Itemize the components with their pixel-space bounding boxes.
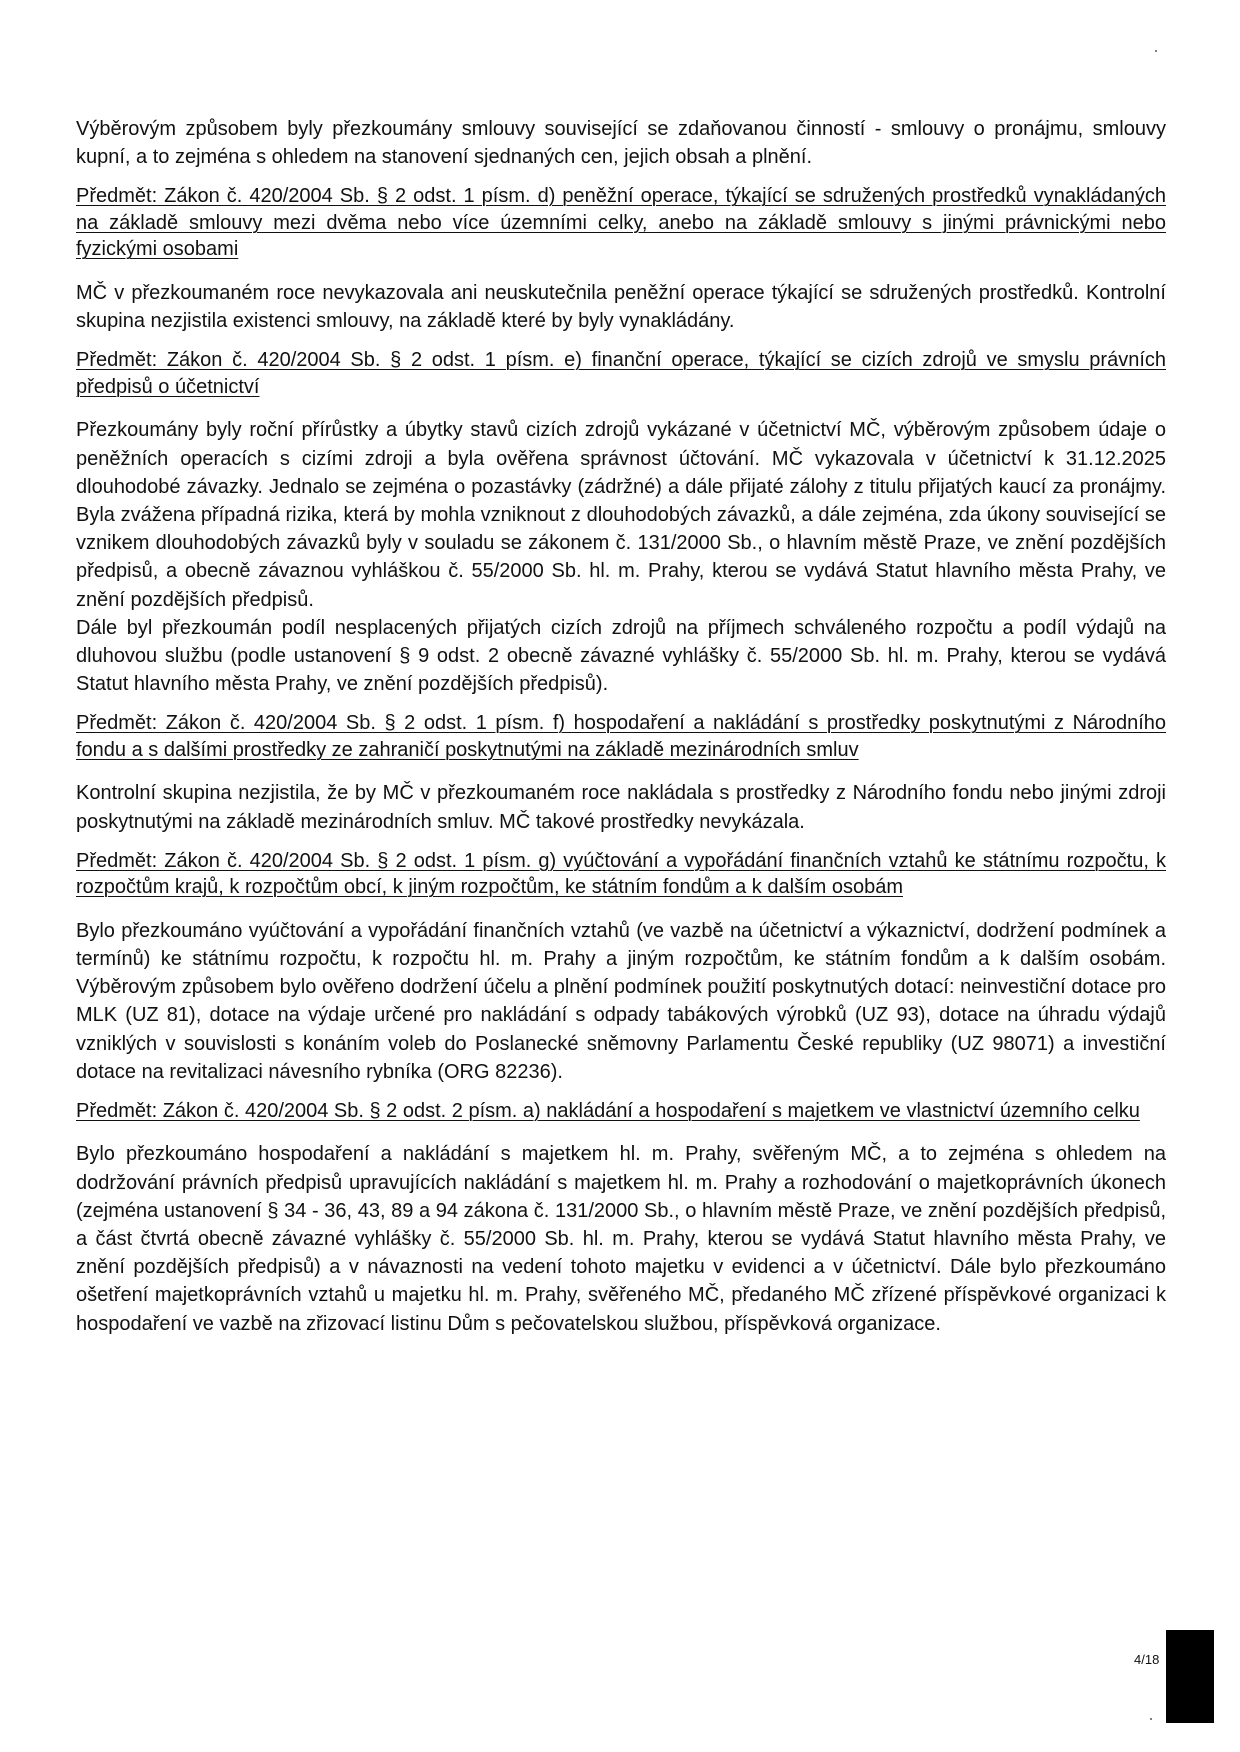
section-heading: Předmět: Zákon č. 420/2004 Sb. § 2 odst. 1 písm. f) hospodaření a nakládání s prostředky poskytnutými z Národního fondu a s dalšími prostředky ze zahraničí poskytnutými na základě mezinárodních smluv [76, 712, 1166, 761]
scan-speck [1150, 1718, 1152, 1720]
section-f [76, 710, 1166, 835]
section-e [76, 347, 1166, 698]
page-corner-mark [1166, 1630, 1214, 1723]
section-paragraph: MČ v přezkoumaném roce nevykazovala ani neuskutečnila peněžní operace týkající se sdružených prostředků. Kontrolní skupina nezjistila existenci smlouvy, na základě které by byly vynakládány. [76, 281, 1166, 333]
intro-paragraph: Výběrovým způsobem byly přezkoumány smlouvy související se zdaňovanou činností - smlouvy o pronájmu, smlouvy kupní, a to zejména s ohledem na stanovení sjednaných cen, jejich obsah a plnění. [76, 118, 1166, 169]
section-heading: Předmět: Zákon č. 420/2004 Sb. § 2 odst. 2 písm. a) nakládání a hospodaření s majetkem ve vlastnictví územního celku [76, 1099, 1140, 1122]
section-g [76, 848, 1166, 1086]
section-paragraph: Kontrolní skupina nezjistila, že by MČ v přezkoumaném roce nakládala s prostředky z Národního fondu nebo jinými zdroji poskytnutými na základě mezinárodních smluv. MČ takové prostředky nevykázala. [76, 782, 1166, 833]
section-paragraph: Bylo přezkoumáno hospodaření a nakládání s majetkem hl. m. Prahy, svěřeným MČ, a to zejména s ohledem na dodržování právních předpisů upravujících nakládání s majetkem hl. m. Prahy a rozhodování o majetkoprávních úkonech (zejména ustanovení § 34 - 36, 43, 89 a 94 zákona č. 131/2000 Sb., o hlavním městě Praze, ve znění pozdějších předpisů, a část čtvrtá obecně závazné vyhlášky č. 55/2000 Sb. hl. m. Prahy, kterou se vydává Statut hlavního města Prahy, ve znění pozdějších předpisů) a v návaznosti na vedení tohoto majetku v evidenci a v účetnictví. Dále bylo přezkoumáno ošetření majetkoprávních vztahů u majetku hl. m. Prahy, svěřeného MČ, předaného MČ zřízené příspěvkové organizaci k hospodaření ve vazbě na zřizovací listinu Dům s pečovatelskou službou, příspěvková organizace. [76, 1143, 1166, 1335]
section-paragraph: Přezkoumány byly roční přírůstky a úbytky stavů cizích zdrojů vykázané v účetnictví MČ, výběrovým způsobem údaje o peněžních operacích s cizími zdroji a byla ověřena správnost účtování. MČ vykazovala v účetnictví k 31.12.2025 dlouhodobé závazky. Jednalo se zejména o pozastávky (zádržné) a dále přijaté zálohy z titulu přijatých kaucí za pronájmy. Byla zvážena případná rizika, která by mohla vzniknout z dlouhodobých závazků, a dále zejména, zda úkony související se vznikem dlouhodobých závazků byly v souladu se zákonem č. 131/2000 Sb., o hlavním městě Praze, ve znění pozdějších předpisů, a obecně závaznou vyhláškou č. 55/2000 Sb. hl. m. Prahy, kterou se vydává Statut hlavního města Prahy, ve znění pozdějších předpisů. [76, 419, 1166, 611]
page-number: 4/18 [1134, 1652, 1160, 1667]
scan-speck [1155, 50, 1157, 52]
section-paragraph: Bylo přezkoumáno vyúčtování a vypořádání finančních vztahů (ve vazbě na účetnictví a výkaznictví, dodržení podmínek a termínů) ke státnímu rozpočtu, k rozpočtu hl. m. Prahy a jiným rozpočtům, ke státním fondům a k dalším osobám. Výběrovým způsobem bylo ověřeno dodržení účelu a plnění podmínek použití poskytnutých dotací: neinvestiční dotace pro MLK (UZ 81), dotace na výdaje určené pro nakládání s odpady tabákových výrobků (UZ 93), dotace na úhradu výdajů vzniklých v souvislosti s konáním voleb do Poslanecké sněmovny Parlamentu České republiky (UZ 98071) a investiční dotace na revitalizaci návesního rybníka (ORG 82236). [76, 919, 1166, 1083]
document-page [76, 115, 1166, 1338]
section-paragraph: Dále byl přezkoumán podíl nesplacených přijatých cizích zdrojů na příjmech schváleného rozpočtu a podíl výdajů na dluhovou službu (podle ustanovení § 9 odst. 2 obecně závazné vyhlášky č. 55/2000 Sb. hl. m. Prahy, kterou se vydává Statut hlavního města Prahy, ve znění pozdějších předpisů). [76, 616, 1166, 696]
section-2a [76, 1098, 1166, 1338]
section-heading: Předmět: Zákon č. 420/2004 Sb. § 2 odst. 1 písm. g) vyúčtování a vypořádání finančních vztahů ke státnímu rozpočtu, k rozpočtům krajů, k rozpočtům obcí, k jiným rozpočtům, ke státním fondům a k dalším osobám [76, 849, 1166, 899]
section-heading: Předmět: Zákon č. 420/2004 Sb. § 2 odst. 1 písm. d) peněžní operace, týkající se sdružených prostředků vynakládaných na základě smlouvy mezi dvěma nebo více územními celky, anebo na základě smlouvy s jinými právnickými nebo fyzickými osobami [76, 185, 1166, 261]
section-heading: Předmět: Zákon č. 420/2004 Sb. § 2 odst. 1 písm. e) finanční operace, týkající se cizích zdrojů ve smyslu právních předpisů o účetnictví [76, 349, 1166, 398]
section-d [76, 183, 1166, 335]
